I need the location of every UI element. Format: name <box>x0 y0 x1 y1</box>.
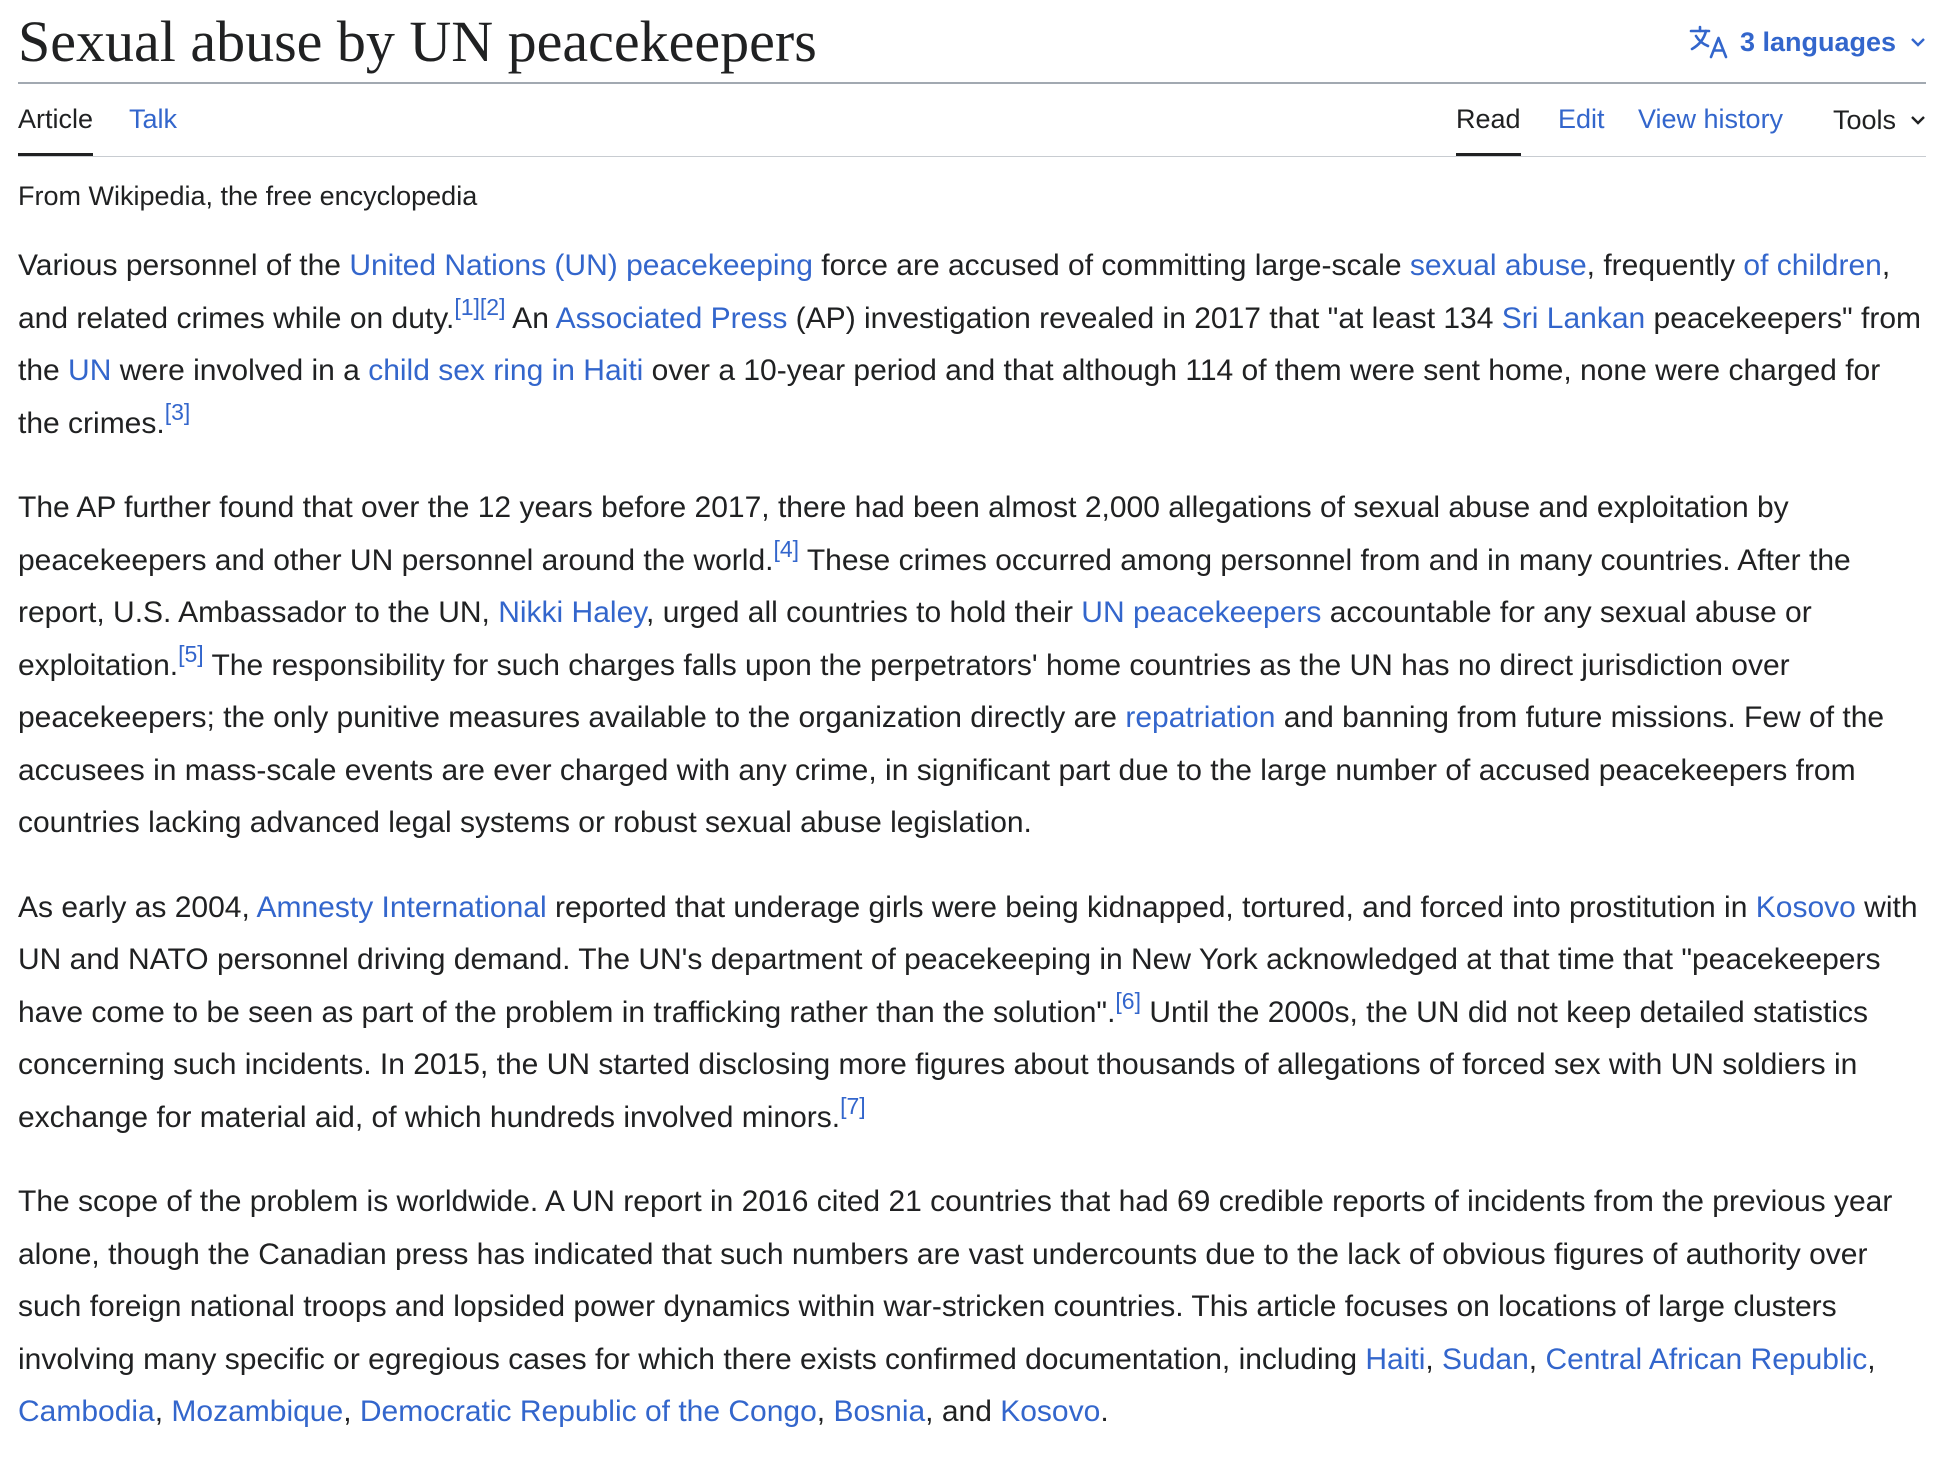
language-count-label: 3 languages <box>1739 26 1896 57</box>
paragraph-text: force are accused of committing large-scale <box>812 249 1410 283</box>
tab-talk[interactable]: Talk <box>129 104 178 134</box>
citation-ref <box>178 641 204 667</box>
article-link[interactable]: Sudan <box>1442 1342 1529 1376</box>
paragraph-text: The scope of the problem is worldwide. A UN report in 2016 cited 21 countries that had 69 credible reports of incidents from the previous year alone, though the Canadian press has indicated that such numbers are vast undercounts due to the lack of obvious figures of authority over such foreign national troops and lopsided power dynamics within war-stricken countries. This article focuses on locations of large clusters involving many specific or egregious cases for which there exists confirmed documentation, including <box>18 1185 1893 1376</box>
article-link[interactable]: Haiti <box>1365 1342 1426 1376</box>
citation-ref <box>480 294 506 320</box>
paragraph-text: An <box>505 301 556 335</box>
paragraph-text: . <box>1100 1395 1109 1429</box>
paragraph-text: over a 10-year period and that although 114 of them were sent home, none were charged for the crimes. <box>18 354 1881 440</box>
paragraph-4 <box>18 1176 1926 1439</box>
paragraph-text: Until the 2000s, the UN did not keep detailed statistics concerning such incidents. In 2015, the UN started disclosing more figures about thousands of allegations of forced sex with UN soldiers in exchange for material aid, of which hundreds involved minors. <box>18 995 1869 1134</box>
citation-link[interactable]: [6] <box>1115 987 1141 1014</box>
citation-ref <box>840 1093 866 1119</box>
paragraph-text: peacekeepers" from the <box>18 301 1921 388</box>
paragraph-text: reported that underage girls were being kidnapped, tortured, and forced into prostitution in <box>546 890 1756 924</box>
paragraph-text: , <box>816 1395 834 1429</box>
paragraph-text: , <box>1867 1342 1876 1376</box>
article-link[interactable]: UN <box>68 354 112 388</box>
article-link[interactable]: Associated Press <box>555 301 788 335</box>
chevron-down-icon <box>1910 37 1926 47</box>
paragraph-text: , <box>154 1395 172 1429</box>
citation-ref <box>773 536 799 562</box>
tab-bar <box>18 84 1926 157</box>
tools-menu-button[interactable] <box>1833 84 1926 156</box>
tab-edit[interactable]: Edit <box>1558 104 1605 134</box>
article-link[interactable]: Kosovo <box>1755 890 1856 924</box>
article-link[interactable]: child sex ring in Haiti <box>368 354 644 388</box>
article-link[interactable]: UN peacekeepers <box>1081 596 1322 630</box>
article-link[interactable]: Nikki Haley <box>498 596 647 630</box>
citation-link[interactable]: [4] <box>773 535 800 562</box>
paragraph-text: The AP further found that over the 12 years before 2017, there had been almost 2,000 allegations of sexual abuse and exploitation by peacekeepers and other UN personnel around the world. <box>18 491 1789 577</box>
page-header <box>18 0 1926 84</box>
citation-link[interactable]: [5] <box>178 640 204 667</box>
article-link[interactable]: repatriation <box>1125 701 1276 735</box>
paragraph-text: , <box>1425 1342 1443 1376</box>
paragraph-text: and banning from future missions. Few of the accusees in mass-scale events are ever charged with any crime, in significant part due to the large number of accused peacekeepers from countries lacking advanced legal systems or robust sexual abuse legislation. <box>18 701 1885 840</box>
citation-link[interactable]: [3] <box>164 398 191 425</box>
site-tagline: From Wikipedia, the free encyclopedia <box>18 181 478 211</box>
tab-article[interactable]: Article <box>18 84 93 156</box>
chevron-down-icon <box>1910 115 1926 125</box>
language-button[interactable] <box>1688 24 1926 60</box>
article-link[interactable]: Bosnia <box>833 1395 926 1429</box>
paragraph-text: (AP) investigation revealed in 2017 that "at least 134 <box>787 301 1502 335</box>
citation-ref <box>165 399 191 425</box>
article-link[interactable]: Kosovo <box>1000 1395 1101 1429</box>
article-link[interactable]: sexual abuse <box>1409 249 1587 283</box>
citation-link[interactable]: [2] <box>479 293 506 320</box>
paragraph-1 <box>18 240 1926 450</box>
paragraph-text: , <box>1528 1342 1546 1376</box>
article-link[interactable]: Sri Lankan <box>1501 301 1646 335</box>
article-link[interactable]: Cambodia <box>18 1395 155 1429</box>
paragraph-2 <box>18 482 1926 850</box>
page <box>18 0 1926 1471</box>
paragraph-text: The responsibility for such charges falls upon the perpetrators' home countries as the UN has no direct jurisdiction over peacekeepers; the only punitive measures available to the organization directly are <box>18 648 1790 735</box>
citation-link[interactable]: [7] <box>840 1092 866 1119</box>
article-link[interactable]: Central African Republic <box>1545 1342 1868 1376</box>
article-link[interactable]: Amnesty International <box>256 890 547 924</box>
tools-label: Tools <box>1832 105 1896 135</box>
paragraph-text: were involved in a <box>111 354 369 388</box>
article-link[interactable]: Democratic Republic of the Congo <box>359 1395 817 1429</box>
paragraph-text: with UN and NATO personnel driving demand. The UN's department of peacekeeping in New York acknowledged at that time that "peacekeepers have come to be seen as part of the problem in trafficking rather than the solution". <box>18 890 1918 1029</box>
article-link[interactable]: Mozambique <box>171 1395 344 1429</box>
paragraph-3 <box>18 882 1926 1145</box>
paragraph-text: , and related crimes while on duty. <box>18 249 1891 335</box>
citation-ref <box>454 294 480 320</box>
article-link[interactable]: United Nations (UN) peacekeeping <box>349 249 813 283</box>
paragraph-text: , frequently <box>1586 249 1744 283</box>
article-link[interactable]: of children <box>1743 249 1882 283</box>
tab-view-history[interactable]: View history <box>1638 104 1784 134</box>
citation-link[interactable]: [1] <box>454 293 480 320</box>
paragraph-text: , <box>343 1395 360 1429</box>
paragraph-text: , and <box>925 1395 1001 1429</box>
page-title: Sexual abuse by UN peacekeepers <box>18 9 817 74</box>
paragraph-text: , urged all countries to hold their <box>646 596 1082 630</box>
tab-read[interactable]: Read <box>1456 84 1521 156</box>
paragraph-text: These crimes occurred among personnel from and in many countries. After the report, U.S. Ambassador to the UN, <box>18 543 1851 630</box>
article-body <box>18 240 1926 1439</box>
citation-ref <box>1115 988 1141 1014</box>
translate-icon <box>1688 24 1730 60</box>
paragraph-text: accountable for any sexual abuse or exploitation. <box>18 596 1812 682</box>
paragraph-text: Various personnel of the <box>18 249 350 283</box>
paragraph-text: As early as 2004, <box>18 890 257 924</box>
